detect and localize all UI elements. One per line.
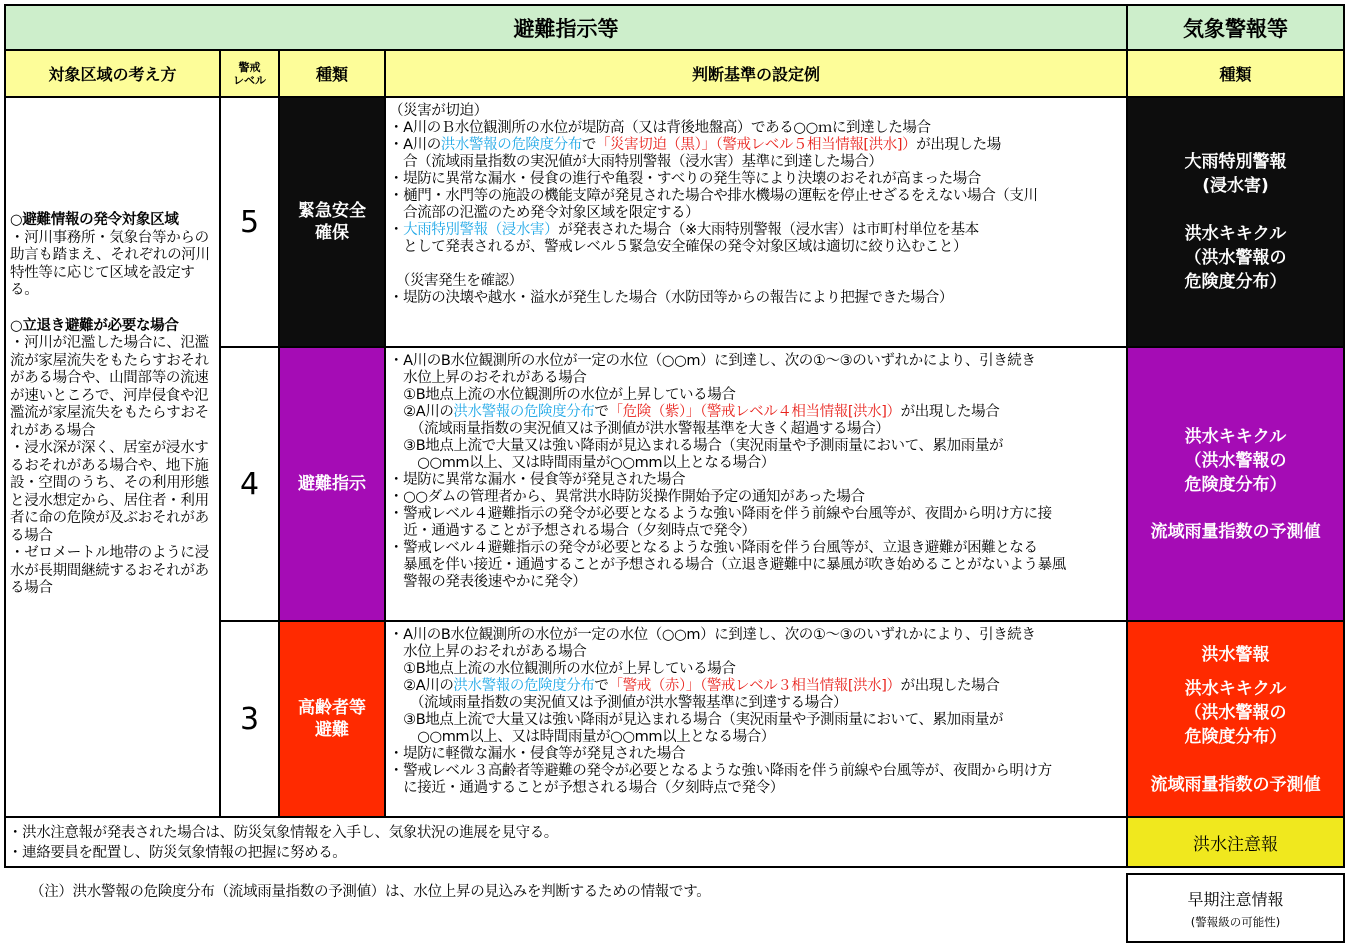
criteria-line: 合（流域雨量指数の実況値が大雨特別警報（浸水害）基準に到達した場合）	[389, 154, 883, 170]
criteria-line: ②A川の洪水警報の危険度分布で「警戒（赤）」（警戒レベル３相当情報[洪水]）が出現した場合	[389, 678, 1000, 694]
weather-warning: 洪水警報	[1201, 645, 1270, 665]
criteria-line: ・大雨特別警報（浸水害）が発表された場合（※大雨特別警報（浸水害）は市町村単位を基本	[389, 222, 979, 238]
criteria-line: ・樋門・水門等の施設の機能支障が発見された場合や排水機場の運転を停止せざるをえない場合（支川	[389, 188, 1038, 204]
criteria-line: （流域雨量指数の実況値又は予測値が洪水警報基準を大きく超過する場合）	[389, 421, 890, 437]
criteria-line: ・堤防に軽微な漏水・侵食等が発見された場合	[389, 746, 686, 762]
criteria-line: 暴風を伴い接近・通過することが予想される場合（立退き避難中に暴風が吹き始めることがないよう暴風	[389, 557, 1066, 573]
area-body-2c: ・ゼロメートル地帯のように浸水が長期間継続するおそれがある場合	[10, 545, 209, 596]
criteria-line: ・A川のＢ水位観測所の水位が堤防高（又は背後地盤高）である○○ｍに到達した場合	[389, 120, 931, 136]
criteria-line: ①B地点上流の水位観測所の水位が上昇している場合	[389, 661, 736, 677]
early-info-box	[1126, 873, 1345, 943]
criteria-line: 水位上昇のおそれがある場合	[389, 370, 587, 386]
criteria-line: 合流部の氾濫のため発令対象区域を限定する）	[389, 205, 700, 221]
area-body-1: ・河川事務所・気象台等からの助言も踏まえ、それぞれの河川特性等に応じて区域を設定する。	[10, 229, 210, 298]
criteria-line: ・A川のB水位観測所の水位が一定の水位（○○m）に到達し、次の①～③のいずれかにより、引き続き	[389, 627, 1036, 643]
weather-warning: 洪水キキクル （洪水警報の 危険度分布）	[1184, 679, 1287, 747]
weather-warning: 洪水キキクル （洪水警報の 危険度分布）	[1184, 224, 1287, 292]
header-kind: 種類	[278, 49, 386, 98]
footnote: （注）洪水警報の危険度分布（流域雨量指数の予測値）は、水位上昇の見込みを判断するための情報です。	[30, 884, 711, 900]
weather-warning: 流域雨量指数の予測値	[1150, 775, 1321, 795]
criteria-line: 警報の発表後速やかに発令）	[389, 574, 587, 590]
area-title-2: ○立退き避難が必要な場合	[10, 317, 179, 334]
level-3: 3	[219, 620, 280, 818]
early-info-subtitle: (警報級の可能性)	[1190, 914, 1281, 929]
criteria-line: ③B地点上流で大量又は強い降雨が見込まれる場合（実況雨量や予測雨量において、累加雨量が	[389, 712, 1004, 728]
criteria-line: （流域雨量指数の実況値又は予測値が洪水警報基準に到達する場合）	[389, 695, 848, 711]
criteria-line: ・A川の洪水警報の危険度分布で「災害切迫（黒）」（警戒レベル５相当情報[洪水]）が出現した場	[389, 137, 1001, 153]
criteria-line: に接近・通過することが予想される場合（夕刻時点で発令）	[389, 780, 784, 796]
header-evacuation: 避難指示等	[4, 4, 1128, 51]
caution-text-cell	[4, 816, 1128, 868]
weather-warning: 流域雨量指数の予測値	[1150, 522, 1321, 542]
criteria-line: ・堤防に異常な漏水・侵食等が発見された場合	[389, 472, 686, 488]
header-weather-kind: 種類	[1126, 49, 1345, 98]
criteria-line: （災害発生を確認）	[389, 273, 523, 289]
early-info-title: 早期注意情報	[1187, 889, 1284, 909]
criteria-line: ・A川のB水位観測所の水位が一定の水位（○○m）に到達し、次の①～③のいずれかにより、引き続き	[389, 353, 1036, 369]
criteria-line: ①B地点上流の水位観測所の水位が上昇している場合	[389, 387, 736, 403]
criteria-line: ・警戒レベル４避難指示の発令が必要となるような強い降雨を伴う前線や台風等が、夜間から明け方に接	[389, 506, 1052, 522]
kind-level-5: 緊急安全 確保	[278, 96, 386, 348]
criteria-line: ・警戒レベル４避難指示の発令が必要となるような強い降雨を伴う台風等が、立退き避難が困難となる	[389, 540, 1038, 556]
criteria-line	[389, 256, 1126, 273]
level-4: 4	[219, 346, 280, 622]
caution-line-2: ・連絡要員を配置し、防災気象情報の把握に努める。	[8, 845, 347, 861]
criteria-line: ②A川の洪水警報の危険度分布で「危険（紫）」（警戒レベル４相当情報[洪水]）が出現した場合	[389, 404, 1000, 420]
criteria-line: ○○mm以上、又は時間雨量が○○mm以上となる場合）	[389, 455, 775, 471]
criteria-line: ○○mm以上、又は時間雨量が○○mm以上となる場合）	[389, 729, 775, 745]
kind-level-3: 高齢者等 避難	[278, 620, 386, 818]
weather-warning: 洪水キキクル （洪水警報の 危険度分布）	[1184, 427, 1287, 495]
criteria-line: 水位上昇のおそれがある場合	[389, 644, 587, 660]
area-body-2a: ・河川が氾濫した場合に、氾濫流が家屋流失をもたらすおそれがある場合や、山間部等の流速が速いところで、河岸侵食や氾濫流が家屋流失をもたらすおそれがある場合	[10, 335, 209, 439]
criteria-line: ・警戒レベル３高齢者等避難の発令が必要となるような強い降雨を伴う前線や台風等が、夜間から明け方	[389, 763, 1052, 779]
header-criteria: 判断基準の設定例	[384, 49, 1128, 98]
level-5: 5	[219, 96, 280, 348]
area-title-1: ○避難情報の発令対象区域	[10, 212, 179, 228]
criteria-line: （災害が切迫）	[389, 103, 488, 119]
criteria-level-5	[384, 96, 1128, 348]
area-body-2b: ・浸水深が深く、居室が浸水するおそれがある場合や、地下施設・空間のうち、その利用形態と浸水想定から、居住者・利用者に命の危険が及ぶおそれがある場合	[10, 440, 209, 544]
area-text	[10, 212, 217, 598]
criteria-line: ③B地点上流で大量又は強い降雨が見込まれる場合（実況雨量や予測雨量において、累加雨量が	[389, 438, 1004, 454]
criteria-level-4	[384, 346, 1128, 622]
criteria-level-3	[384, 620, 1128, 818]
criteria-line: として発表されるが、警戒レベル５緊急安全確保の発令対象区域は適切に絞り込むこと）	[389, 239, 968, 255]
criteria-line: ・堤防の決壊や越水・溢水が発生した場合（水防団等からの報告により把握できた場合）	[389, 290, 953, 306]
caution-label: 洪水注意報	[1126, 816, 1345, 868]
caution-line-1: ・洪水注意報が発表された場合は、防災気象情報を入手し、気象状況の進展を見守る。	[8, 825, 558, 841]
header-level: 警戒 レベル	[219, 49, 280, 98]
criteria-line: ・○○ダムの管理者から、異常洪水時防災操作開始予定の通知があった場合	[389, 489, 865, 505]
weather-warning: 大雨特別警報 (浸水害)	[1184, 152, 1287, 196]
criteria-line: ・堤防に異常な漏水・侵食の進行や亀裂・すべりの発生等により決壊のおそれが高まった場合	[389, 171, 981, 187]
header-area: 対象区域の考え方	[4, 49, 221, 98]
kind-level-4: 避難指示	[278, 346, 386, 622]
header-weather: 気象警報等	[1126, 4, 1345, 51]
criteria-line: 近・通過することが予想される場合（夕刻時点で発令）	[389, 523, 756, 539]
